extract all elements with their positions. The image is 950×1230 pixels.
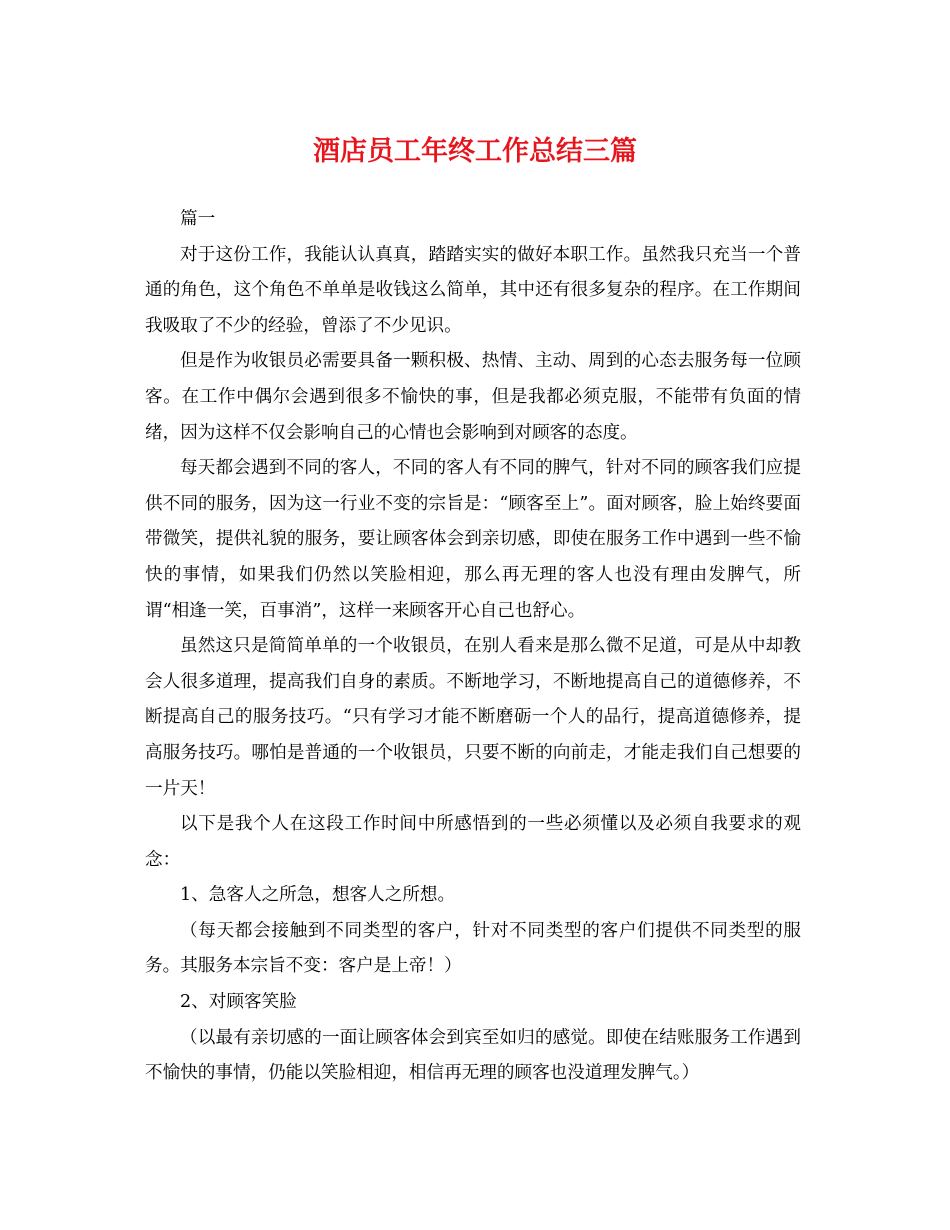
body-paragraph: 对于这份工作，我能认认真真，踏踏实实的做好本职工作。虽然我只充当一个普通的角色，这个角色不单单是收钱这么简单，其中还有很多复杂的程序。在工作期间我吸取了不少的经验，曾添了不少见识。 (145, 244, 801, 336)
body-paragraph: 每天都会遇到不同的客人，不同的客人有不同的脾气，针对不同的顾客我们应提供不同的服务，因为这一行业不变的宗旨是：“顾客至上”。面对顾客，脸上始终要面带微笑，提供礼貌的服务，要让顾客体会到亲切感，即使在服务工作中遇到一些不愉快的事情，如果我们仍然以笑脸相迎，那么再无理的客人也没有理由发脾气，所谓“相逢一笑，百事消”，这样一来顾客开心自己也舒心。 (145, 458, 801, 621)
body-paragraph: 但是作为收银员必需要具备一颗积极、热情、主动、周到的心态去服务每一位顾客。在工作中偶尔会遇到很多不愉快的事，但是我都必须克服，不能带有负面的情绪，因为这样不仅会影响自己的心情也会影响到对顾客的态度。 (145, 351, 801, 443)
list-item-heading: 1、急客人之所急，想客人之所想。 (180, 885, 456, 906)
document-title: 酒店员工年终工作总结三篇 (313, 136, 637, 167)
document-body (145, 202, 801, 1092)
list-item-heading: 2、对顾客笑脸 (180, 992, 297, 1013)
body-paragraph: 以下是我个人在这段工作时间中所感悟到的一些必须懂以及必须自我要求的观念： (145, 814, 801, 870)
list-item-note: （以最有亲切感的一面让顾客体会到宾至如归的感觉。即使在结账服务工作遇到不愉快的事情，仍能以笑脸相迎，相信再无理的顾客也没道理发脾气。） (145, 1027, 801, 1084)
section-heading: 篇一 (180, 209, 216, 229)
body-paragraph: 虽然这只是简简单单的一个收银员，在别人看来是那么微不足道，可是从中却教会人很多道理，提高我们自身的素质。不断地学习，不断地提高自己的道德修养，不断提高自己的服务技巧。“只有学习才能不断磨砺一个人的品行，提高道德修养，提高服务技巧。哪怕是普通的一个收银员，只要不断的向前走，才能走我们自己想要的一片天！ (145, 636, 801, 799)
list-item-note: （每天都会接触到不同类型的客户，针对不同类型的客户们提供不同类型的服务。其服务本宗旨不变：客户是上帝！） (145, 920, 801, 977)
